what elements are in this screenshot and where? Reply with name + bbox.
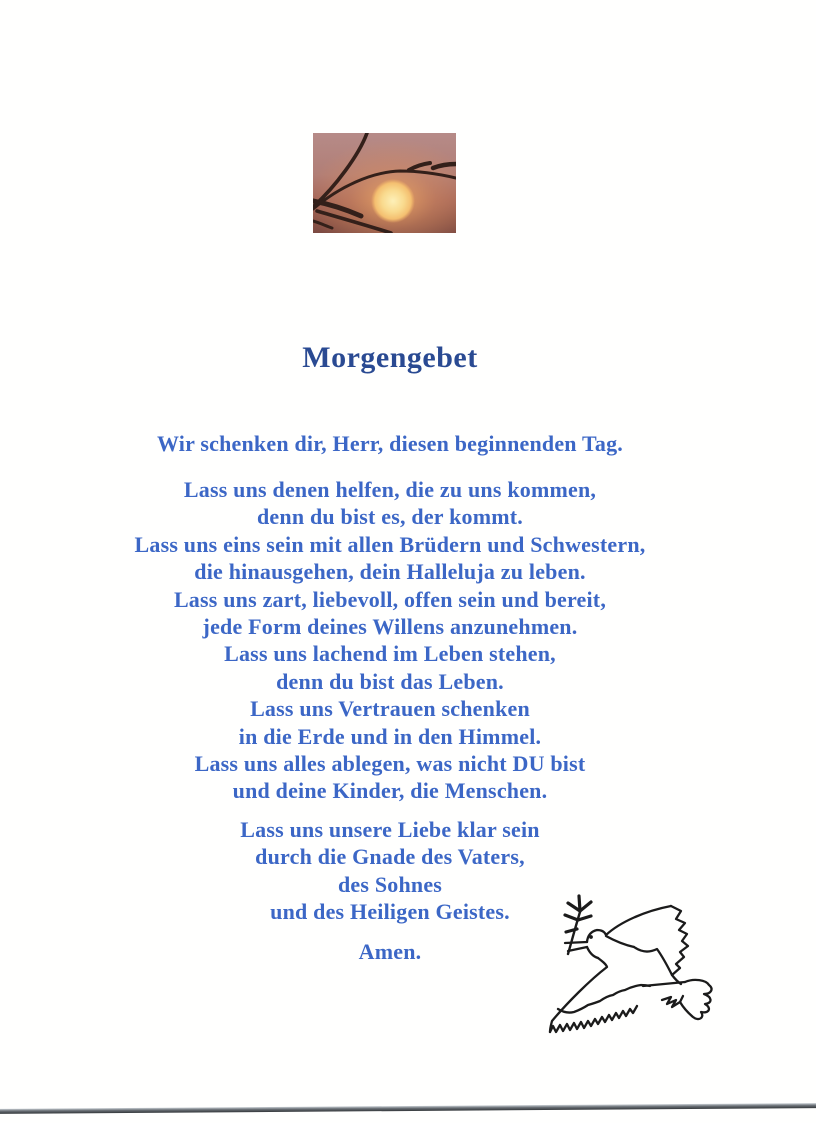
dove-upper-wing [606, 906, 671, 935]
poem-line: und des Heiligen Geistes. [270, 899, 510, 925]
poem-line: Lass uns Vertrauen schenken [250, 696, 530, 722]
page-title: Morgengebet [302, 341, 478, 374]
poem-line: Lass uns alles ablegen, was nicht DU bist [194, 751, 586, 777]
poem-line: jede Form deines Willens anzunehmen. [202, 614, 578, 640]
dove-eye [589, 935, 593, 939]
poem-line: in die Erde und in den Himmel. [238, 723, 542, 749]
poem-line: des Sohnes [337, 871, 443, 897]
dove-drawing [535, 885, 725, 1045]
poem-line: Lass uns lachend im Leben stehen, [224, 641, 556, 667]
poem-line: durch die Gnade des Vaters, [255, 844, 525, 870]
poem-line: Lass uns zart, liebevoll, offen sein und bereit, [173, 586, 607, 612]
sunset-photo-image [313, 133, 456, 233]
peace-dove-illustration [535, 885, 725, 1045]
poem-line: die hinausgehen, dein Halleluja zu leben. [194, 559, 586, 585]
olive-branch [565, 896, 591, 954]
poem-line: denn du bist es, der kommt. [257, 504, 523, 530]
poem-line: denn du bist das Leben. [276, 668, 504, 694]
poem-line: Amen. [358, 939, 422, 964]
sunset-photo [313, 133, 456, 233]
poem-line: Lass uns denen helfen, die zu uns kommen, [183, 477, 597, 502]
poem-line: und deine Kinder, die Menschen. [232, 778, 548, 804]
poem-line: Lass uns eins sein mit allen Brüdern und Schwestern, [134, 531, 646, 557]
poem-line: Wir schenken dir, Herr, diesen beginnenden Tag. [156, 431, 623, 456]
poem-stanza-opening [0, 430, 780, 457]
poem-line: Lass uns unsere Liebe klar sein [240, 817, 540, 842]
dove-back [606, 936, 634, 947]
poem-stanza-main [0, 476, 780, 805]
dove-tail [643, 980, 711, 1019]
scan-edge-artifact [0, 1103, 816, 1114]
